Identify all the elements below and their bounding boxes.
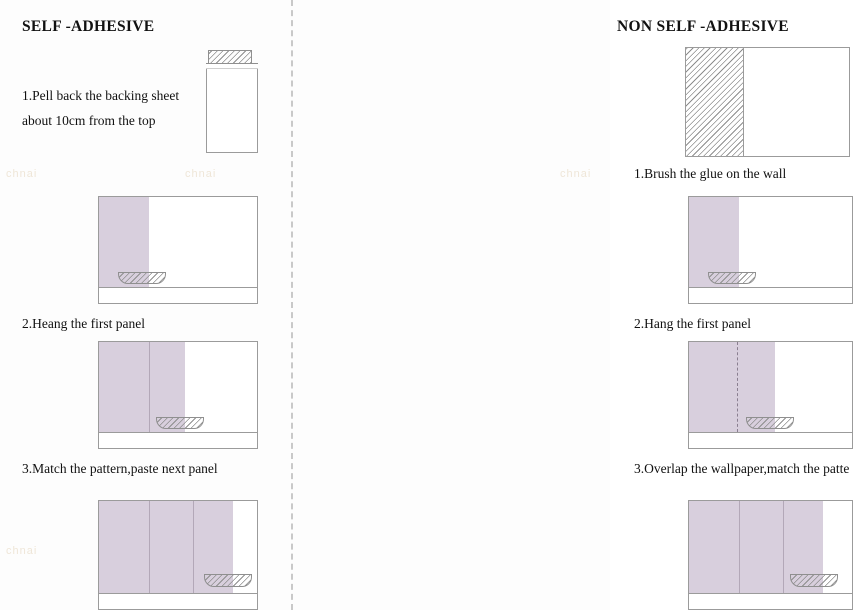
floor-line: [99, 593, 257, 594]
wallpaper-panel-1: [99, 501, 149, 593]
right-step-3-text: 3.Overlap the wallpaper,match the patte: [634, 461, 850, 476]
peeled-backing-sheet: [208, 50, 252, 64]
glue-edge-line: [743, 48, 744, 156]
watermark: chnai: [185, 168, 217, 180]
left-step-1-text-line-2: about 10cm from the top: [22, 113, 156, 128]
column-divider: [291, 0, 293, 610]
panel-seam: [193, 501, 194, 593]
wallpaper-panel-2: [149, 501, 193, 593]
panel-seam: [149, 501, 150, 593]
watermark: chnai: [6, 545, 38, 557]
column-self-adhesive: [0, 0, 288, 610]
wallpaper-bottom-fold: [708, 272, 756, 284]
wallpaper-panel-1: [99, 342, 149, 432]
right-step-1-text: 1.Brush the glue on the wall: [634, 166, 787, 181]
left-step-1-text-line-1: 1.Pell back the backing sheet: [22, 88, 180, 103]
floor-line: [99, 432, 257, 433]
floor-line: [689, 593, 852, 594]
wallpaper-panel-1: [689, 342, 739, 432]
column-title-self-adhesive: SELF -ADHESIVE: [22, 18, 155, 35]
watermark: chnai: [6, 168, 38, 180]
peeled-backing-sheet: [118, 272, 166, 284]
wallpaper-panel-2: [739, 501, 783, 593]
wallpaper-bottom-fold: [790, 574, 838, 587]
glue-brushed-area: [686, 48, 744, 156]
right-step-2-text: 2.Hang the first panel: [634, 316, 751, 331]
left-step-2-text: 2.Heang the first panel: [22, 316, 145, 331]
watermark: chnai: [560, 168, 592, 180]
wallpaper-panel-1: [689, 501, 739, 593]
floor-line: [689, 287, 852, 288]
roll-top-edge: [206, 63, 258, 69]
column-non-self-adhesive: [300, 0, 850, 610]
left-step-3-text: 3.Match the pattern,paste next panel: [22, 461, 218, 476]
wallpaper-roll-body: [206, 65, 258, 153]
peeled-backing-sheet: [156, 417, 204, 429]
panel-seam: [739, 501, 740, 593]
panel-seam: [149, 342, 150, 432]
wallpaper-bottom-fold: [746, 417, 794, 429]
floor-line: [689, 432, 852, 433]
overlap-dashed-line: [737, 342, 738, 432]
peeled-backing-sheet: [204, 574, 252, 587]
panel-seam: [783, 501, 784, 593]
floor-line: [99, 287, 257, 288]
column-title-non-self-adhesive: NON SELF -ADHESIVE: [617, 18, 789, 35]
